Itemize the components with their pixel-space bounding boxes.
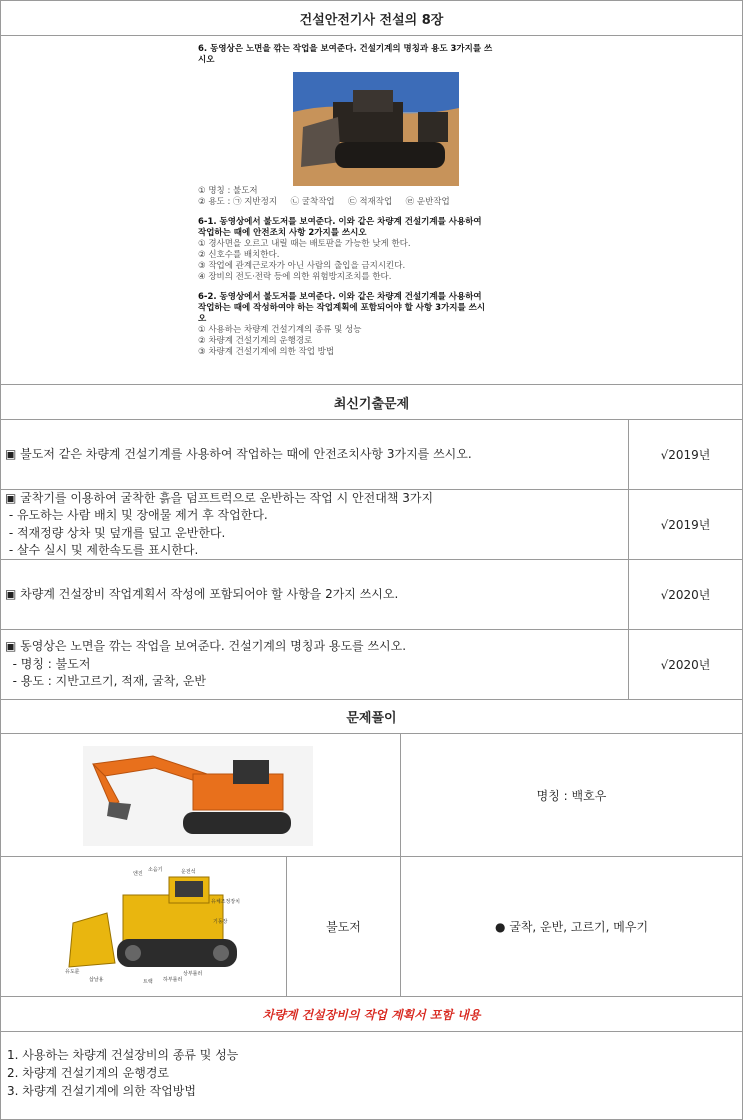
recent-row-text: ▣ 굴착기를 이용하여 굴착한 흙을 덤프트럭으로 운반하는 작업 시 안전대책 3가지 - 유도하는 사람 배치 및 장애물 제거 후 작업한다. - 적재정량 상차 및 덮개를 덮고 운반한다. - 살수 실시 및 제한속도를 표시한다. [0, 489, 629, 560]
excavator-image [83, 746, 313, 846]
exam-question-6-1: 6-1. 동영상에서 불도저를 보여준다. 이와 같은 차량계 건설기계를 사용하여 작업하는 때에 안전조치 사항 2가지를 쓰시오 [198, 217, 482, 238]
recent-row-text: ▣ 불도저 같은 차량계 건설기계를 사용하여 작업하는 때에 안전조치사항 3가지를 쓰시오. [0, 419, 629, 490]
recent-row-text: ▣ 동영상은 노면을 깎는 작업을 보여준다. 건설기계의 명칭과 용도를 쓰시오. - 명칭 : 불도저 - 용도 : 지반고르기, 적재, 굴착, 운반 [0, 629, 629, 700]
header-cell [0, 0, 743, 36]
excavator-label: 명칭 : 백호우 [400, 733, 743, 857]
answer-6-1-item: ③ 작업에 관계근로자가 아닌 사람의 출입을 금지시킨다. [198, 261, 406, 271]
recent-row-year: √2019년 [628, 489, 743, 560]
recent-heading: 최신기출문제 [333, 396, 410, 412]
answer-6-2-item: ① 사용하는 차량계 건설기계의 종류 및 성능 [198, 325, 362, 335]
answer-6-2-item: ② 차량계 건설기계의 운행경로 [198, 336, 313, 346]
answer-6-2-item: ③ 차량계 건설기계에 의한 작업 방법 [198, 347, 335, 357]
diagram-label: 소음기 [148, 867, 163, 873]
plan-item: 3. 차량계 건설기계에 의한 작업방법 [7, 1084, 196, 1098]
bulldozer-diagram [63, 865, 263, 990]
diagram-label: 삽날용 [89, 977, 104, 983]
diagram-label: 상부롤러 [183, 971, 203, 977]
bulldozer-photo [293, 72, 459, 186]
recent-row-text: ▣ 차량계 건설장비 작업계획서 작성에 포함되어야 할 사항을 2가지 쓰시오. [0, 559, 629, 630]
recent-row-year: √2019년 [628, 419, 743, 490]
exam-answer-6 [198, 186, 558, 358]
answer-6-1-item: ④ 장비의 전도·전락 등에 의한 위험방지조치를 한다. [198, 272, 392, 282]
plan-heading: 차량계 건설장비의 작업 계획서 포함 내용 [262, 1007, 481, 1022]
exam-image [198, 44, 558, 66]
recent-row-year: √2020년 [628, 559, 743, 630]
plan-item: 2. 차량계 건설기계의 운행경로 [7, 1066, 169, 1080]
answer-6-name: ① 명칭 : 불도저 [198, 186, 258, 196]
solution-heading-cell [0, 699, 743, 734]
diagram-label: 하부롤러 [163, 977, 183, 983]
diagram-label: 트랙 [143, 979, 153, 985]
bulldozer-use: ● 굴착, 운반, 고르기, 메우기 [400, 856, 743, 997]
page-title: 건설안전기사 전설의 8장 [299, 12, 444, 28]
answer-6-1-item: ② 신호수를 배치한다. [198, 250, 280, 260]
diagram-label: 운전석 [181, 869, 196, 875]
plan-heading-cell [0, 996, 743, 1032]
diagram-label: 기동장 [213, 919, 228, 925]
exam-question-6-2: 6-2. 동영상에서 불도저를 보여준다. 이와 같은 차량계 건설기계를 사용하여 작업하는 때에 작성하여야 하는 작업계획에 포함되어야 할 사항 3가지를 쓰시 오 [198, 292, 486, 324]
solution-heading: 문제풀이 [346, 711, 397, 726]
bulldozer-name: 불도저 [286, 856, 401, 997]
plan-item: 1. 사용하는 차량계 건설장비의 종류 및 성능 [7, 1048, 239, 1062]
bulldozer-diagram-cell [0, 856, 287, 997]
diagram-label: 유도륜 [65, 969, 80, 975]
diagram-label: 엔진 [133, 871, 143, 877]
diagram-label: 유체조정장치 [211, 899, 240, 905]
exam-question-6: 6. 동영상은 노면을 깎는 작업을 보여준다. 건설기계의 명칭과 용도 3가지를 쓰 시오 [198, 44, 493, 65]
recent-row-year: √2020년 [628, 629, 743, 700]
answer-6-1-item: ① 경사면을 오르고 내릴 때는 배토판을 가능한 낮게 한다. [198, 239, 411, 249]
excavator-image-cell [0, 733, 401, 857]
answer-6-use: ② 용도 : ㉠ 지반정지 ㉡ 굴착작업 ㉢ 적재작업 ㉣ 운반작업 [198, 197, 450, 207]
plan-list [0, 1031, 743, 1120]
recent-heading-cell [0, 384, 743, 420]
